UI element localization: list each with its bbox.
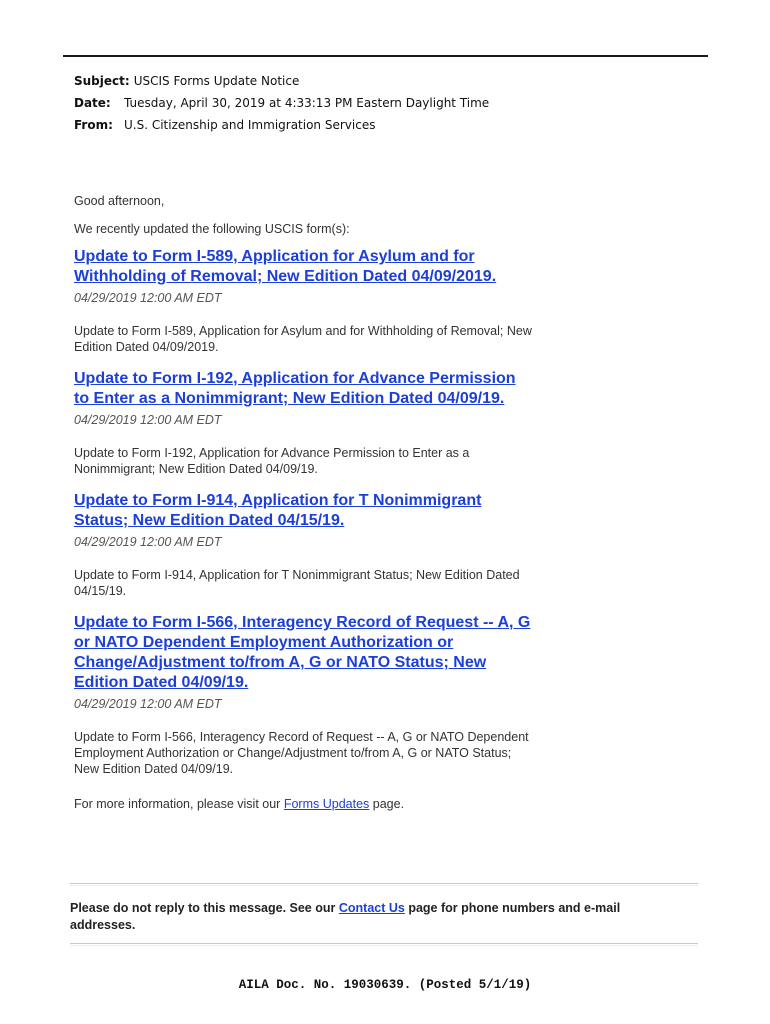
update-title-link[interactable]: Update to Form I-589, Application for Asylum and for Withholding of Removal; New Edition Dated 04/09/2019. xyxy=(74,248,497,285)
update-item xyxy=(74,247,534,355)
more-info-suffix: page. xyxy=(372,797,405,811)
update-date: 04/29/2019 12:00 AM EDT xyxy=(74,413,222,427)
from-value: U.S. Citizenship and Immigration Services xyxy=(124,118,376,132)
subject-value: USCIS Forms Update Notice xyxy=(133,74,300,88)
update-date: 04/29/2019 12:00 AM EDT xyxy=(74,535,222,549)
contact-us-link[interactable]: Contact Us xyxy=(338,901,405,915)
date-row xyxy=(74,93,489,115)
update-description: Update to Form I-589, Application for Asylum and for Withholding of Removal; New Edition Dated 04/09/2019. xyxy=(74,324,532,354)
date-label: Date: xyxy=(74,96,111,110)
more-info xyxy=(74,796,534,812)
update-description: Update to Form I-566, Interagency Record of Request -- A, G or NATO Dependent Employment Authorization or Change/Adjustment to/from A, G or NATO Status; New Edition Dated 04/09/19. xyxy=(74,730,529,776)
more-info-prefix: For more information, please visit our xyxy=(74,797,281,811)
update-date: 04/29/2019 12:00 AM EDT xyxy=(74,291,222,305)
update-item xyxy=(74,491,534,599)
footer-notice xyxy=(70,900,680,934)
update-date: 04/29/2019 12:00 AM EDT xyxy=(74,697,222,711)
update-description: Update to Form I-914, Application for T Nonimmigrant Status; New Edition Dated 04/15/19. xyxy=(74,568,520,598)
document-id: AILA Doc. No. 19030639. (Posted 5/1/19) xyxy=(238,978,532,992)
update-title-link[interactable]: Update to Form I-914, Application for T Nonimmigrant Status; New Edition Dated 04/15/19. xyxy=(74,492,482,529)
email-header xyxy=(74,71,489,137)
subject-label: Subject: xyxy=(74,74,130,88)
forms-updates-link[interactable]: Forms Updates xyxy=(283,797,370,811)
from-label: From: xyxy=(74,118,113,132)
update-item xyxy=(74,613,534,777)
update-title-link[interactable]: Update to Form I-566, Interagency Record of Request -- A, G or NATO Dependent Employment Authorization or Change/Adjustment to/from A, G or NATO Status; New Edition Dated 04/09/19. xyxy=(74,614,531,691)
footer-suffix: page for phone numbers and e-mail addresses. xyxy=(70,901,621,932)
footer-divider-bottom xyxy=(70,943,698,946)
intro-text: We recently updated the following USCIS form(s): xyxy=(74,222,350,236)
date-value: Tuesday, April 30, 2019 at 4:33:13 PM Eastern Daylight Time xyxy=(124,96,490,110)
top-divider xyxy=(63,55,708,57)
update-item xyxy=(74,369,534,477)
update-list xyxy=(74,247,534,777)
from-row xyxy=(74,115,489,137)
footer-divider-top xyxy=(70,883,698,886)
greeting: Good afternoon, xyxy=(74,194,165,208)
footer-prefix: Please do not reply to this message. See our xyxy=(70,901,336,915)
email-body xyxy=(74,193,534,812)
update-description: Update to Form I-192, Application for Advance Permission to Enter as a Nonimmigrant; New Edition Dated 04/09/19. xyxy=(74,446,470,476)
subject-row xyxy=(74,71,489,93)
update-title-link[interactable]: Update to Form I-192, Application for Advance Permission to Enter as a Nonimmigrant; New Edition Dated 04/09/19. xyxy=(74,370,516,407)
